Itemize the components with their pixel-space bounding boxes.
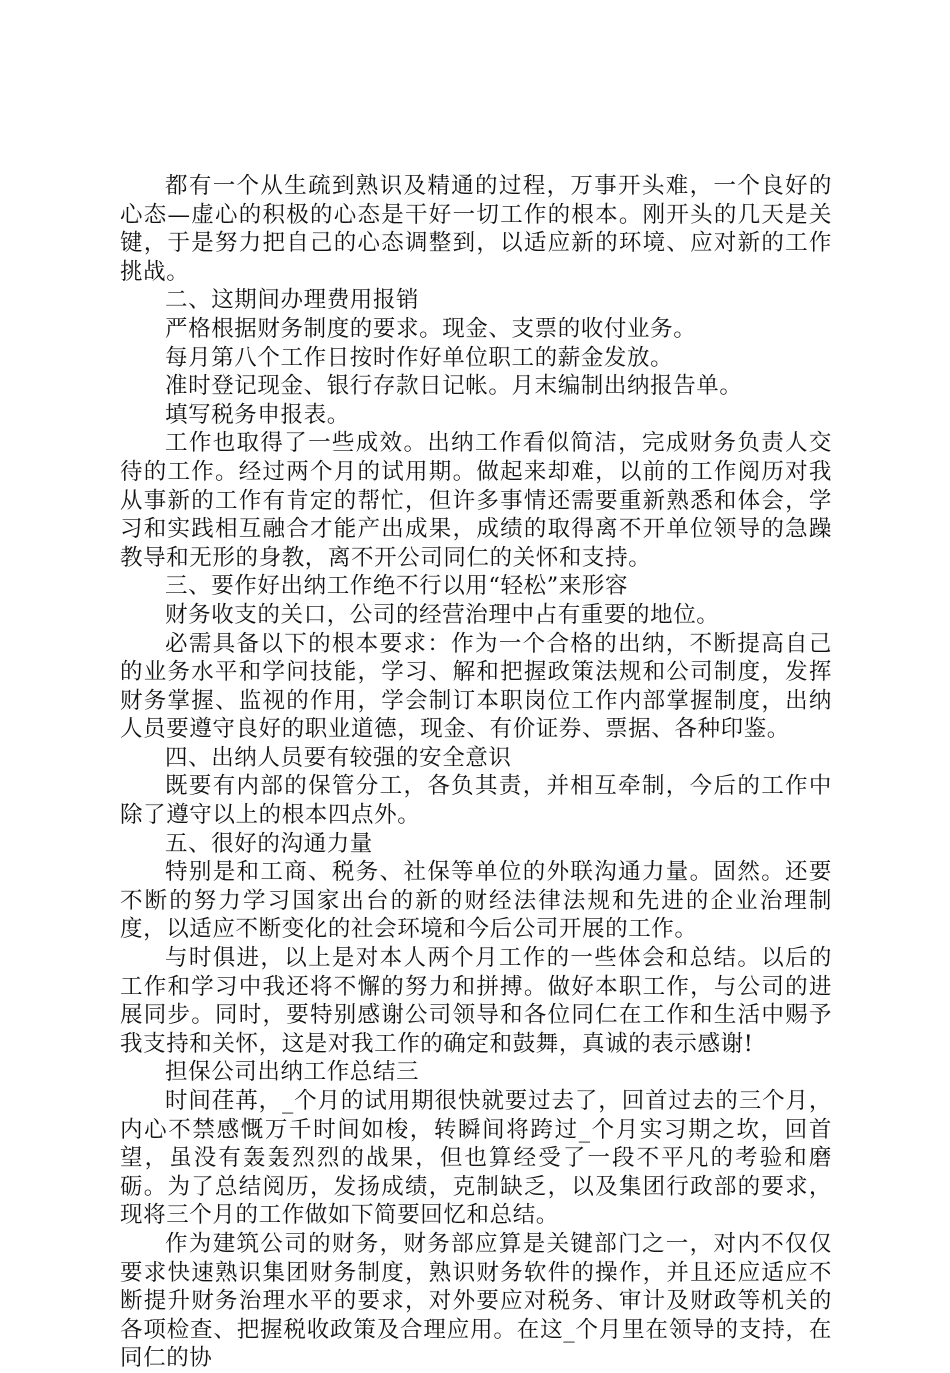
- paragraph-cash-check-business: 严格根据财务制度的要求。现金、支票的收付业务。: [165, 315, 697, 342]
- paragraph-financial-gateway: 财务收支的关口，公司的经营治理中占有重要的地位。: [165, 601, 720, 628]
- paragraph-basic-requirements: 必需具备以下的根本要求：作为一个合格的出纳，不断提高自己的业务水平和学问技能，学习、解和把握政策法规和公司制度，发挥财务掌握、监视的作用，学会制订本职岗位工作内部掌握制度，出纳人员要遵守良好的职业道德，现金、有价证券、票据、各种印鉴。: [120, 630, 832, 743]
- paragraph-intro-attitude: 都有一个从生疏到熟识及精通的过程，万事开头难，一个良好的心态—虚心的积极的心态是干好一切工作的根本。刚开头的几天是关键，于是努力把自己的心态调整到，以适应新的环境、应对新的工作挑战。: [120, 173, 832, 285]
- heading-expense-reimbursement: 二、这期间办理费用报销: [165, 287, 420, 314]
- heading-communication: 五、很好的沟通力量: [165, 830, 373, 857]
- paragraph-journal-entry: 准时登记现金、银行存款日记帐。月末编制出纳报告单。: [165, 373, 743, 400]
- paragraph-external-communication: 特别是和工商、税务、社保等单位的外联沟通力量。固然。还要不断的努力学习国家出台的新的财经法律法规和先进的企业治理制度，以适应不断变化的社会环境和今后公司开展的工作。: [120, 859, 832, 943]
- heading-cashier-not-easy: 三、要作好出纳工作绝不行以用“轻松”来形容: [165, 573, 629, 600]
- heading-safety-awareness: 四、出纳人员要有较强的安全意识: [165, 744, 512, 771]
- paragraph-salary-payment: 每月第八个工作日按时作好单位职工的薪金发放。: [165, 344, 674, 371]
- section-title-summary-three: 担保公司出纳工作总结三: [165, 1059, 420, 1086]
- paragraph-tax-filing: 填写税务申报表。: [165, 401, 350, 428]
- paragraph-achievements: 工作也取得了一些成效。出纳工作看似简洁，完成财务负责人交待的工作。经过两个月的试用期。做起来却难，以前的工作阅历对我从事新的工作有肯定的帮忙，但许多事情还需要重新熟悉和体会，学习和实践相互融合才能产出成果，成绩的取得离不开单位领导的急躁教导和无形的身教，离不开公司同仁的关怀和支持。: [120, 430, 832, 571]
- paragraph-probation-review: 时间荏苒，_个月的试用期很快就要过去了，回首过去的三个月，内心不禁感慨万千时间如梭，转瞬间将跨过_个月实习期之坎，回首望，虽没有轰轰烈烈的战果，但也算经受了一段不平凡的考验和磨砺。为了总结阅历，发扬成绩，克制缺乏，以及集团行政部的要求，现将三个月的工作做如下简要回忆和总结。: [120, 1088, 832, 1229]
- document-body: [120, 172, 832, 1373]
- paragraph-construction-finance: 作为建筑公司的财务，财务部应算是关键部门之一，对内不仅仅要求快速熟识集团财务制度，熟识财务软件的操作，并且还应适应不断提升财务治理水平的要求，对外要应对税务、审计及财政等机关的各项检查、把握税收政策及合理应用。在这_个月里在领导的支持，在同仁的协: [120, 1230, 832, 1372]
- paragraph-internal-custody: 既要有内部的保管分工，各负其责，并相互牵制，今后的工作中除了遵守以上的根本四点外。: [120, 773, 832, 829]
- paragraph-summary-thanks: 与时俱进，以上是对本人两个月工作的一些体会和总结。以后的工作和学习中我还将不懈的努力和拼搏。做好本职工作，与公司的进展同步。同时，要特别感谢公司领导和各位同仁在工作和生活中赐予我支持和关怀，这是对我工作的确定和鼓舞，真诚的表示感谢!: [120, 945, 832, 1057]
